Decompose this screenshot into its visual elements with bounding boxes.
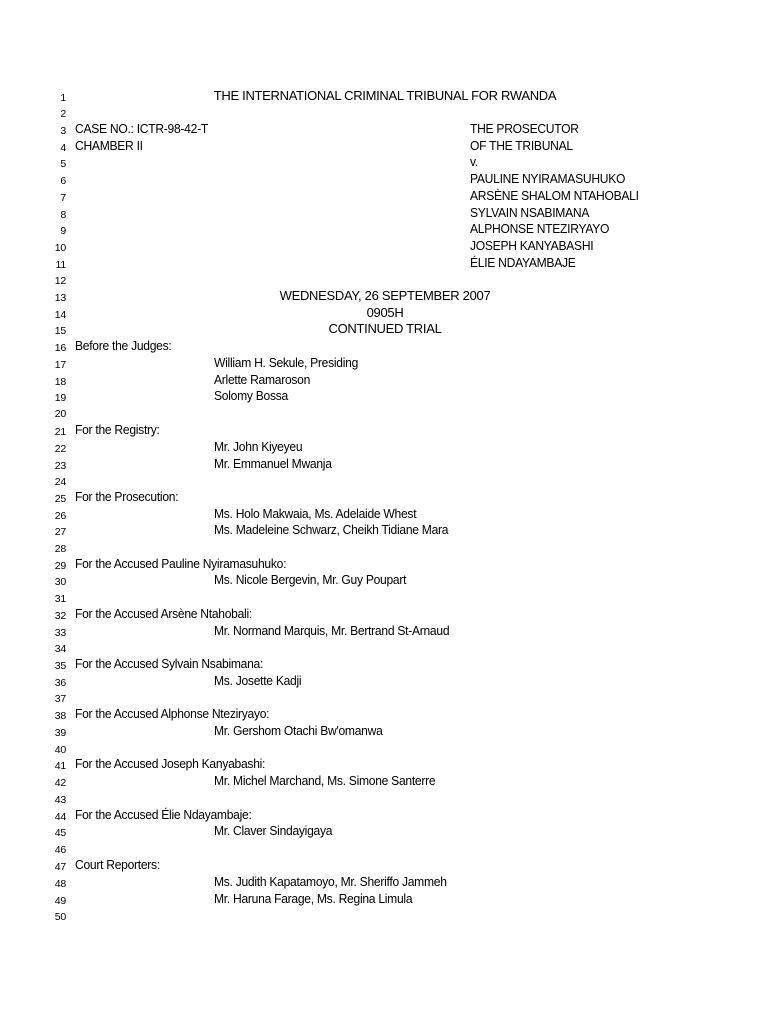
line-number: 27 — [54, 526, 66, 538]
line-number: 32 — [54, 610, 66, 622]
line-number: 3 — [60, 125, 66, 137]
line-number: 21 — [54, 426, 66, 438]
line-number: 8 — [60, 209, 66, 221]
line-30 — [0, 572, 770, 589]
registry-label: For the Registry: — [75, 422, 160, 437]
line-number: 35 — [54, 660, 66, 672]
line-number: 38 — [54, 710, 66, 722]
line-18 — [0, 372, 770, 389]
line-number: 28 — [54, 543, 66, 555]
accused-name: SYLVAIN NSABIMANA — [470, 205, 590, 220]
accused-name: PAULINE NYIRAMASUHUKO — [470, 171, 626, 186]
line-number: 48 — [54, 878, 66, 890]
proceeding-type: CONTINUED TRIAL — [328, 321, 442, 336]
line-39 — [0, 723, 770, 740]
line-8 — [0, 205, 770, 222]
line-38 — [0, 706, 770, 723]
line-number: 22 — [54, 443, 66, 455]
defence-counsel: Mr. Claver Sindayigaya — [214, 823, 333, 838]
accused-name: ÉLIE NDAYAMBAJE — [470, 255, 576, 270]
line-12 — [0, 271, 770, 288]
line-number: 24 — [54, 476, 66, 488]
accused-name: ARSÈNE SHALOM NTAHOBALI — [470, 188, 639, 203]
line-46 — [0, 840, 770, 857]
line-number: 50 — [54, 911, 66, 923]
line-9 — [0, 221, 770, 238]
line-1 — [0, 88, 770, 105]
defence-counsel: Ms. Josette Kadji — [214, 673, 302, 688]
line-42 — [0, 773, 770, 790]
line-number: 26 — [54, 510, 66, 522]
prosecution-counsel: Ms. Holo Makwaia, Ms. Adelaide Whest — [214, 506, 417, 521]
prosecutor-heading: THE PROSECUTOR — [470, 121, 579, 136]
line-number: 44 — [54, 811, 66, 823]
line-number: 10 — [54, 242, 66, 254]
line-29 — [0, 556, 770, 573]
defence-counsel: Ms. Nicole Bergevin, Mr. Guy Poupart — [214, 572, 407, 587]
line-35 — [0, 656, 770, 673]
defence-counsel: Mr. Gershom Otachi Bw'omanwa — [214, 723, 383, 738]
line-36 — [0, 673, 770, 690]
line-number: 14 — [54, 309, 66, 321]
line-28 — [0, 539, 770, 556]
line-number: 42 — [54, 777, 66, 789]
line-50 — [0, 907, 770, 924]
line-37 — [0, 689, 770, 706]
line-number: 36 — [54, 677, 66, 689]
line-number: 9 — [60, 225, 66, 237]
line-number: 19 — [54, 392, 66, 404]
line-34 — [0, 639, 770, 656]
accused-name: JOSEPH KANYABASHI — [470, 238, 594, 253]
defence-label: For the Accused Sylvain Nsabimana: — [75, 656, 264, 671]
line-49 — [0, 891, 770, 908]
line-number: 1 — [60, 92, 66, 104]
line-33 — [0, 623, 770, 640]
line-31 — [0, 589, 770, 606]
line-32 — [0, 606, 770, 623]
registry-name: Mr. John Kiyeyeu — [214, 439, 303, 454]
line-14 — [0, 305, 770, 322]
line-6 — [0, 171, 770, 188]
line-44 — [0, 807, 770, 824]
line-number: 37 — [54, 693, 66, 705]
line-11 — [0, 255, 770, 272]
line-40 — [0, 740, 770, 757]
line-number: 4 — [60, 142, 66, 154]
line-48 — [0, 874, 770, 891]
line-5 — [0, 154, 770, 171]
case-number: CASE NO.: ICTR-98-42-T — [75, 121, 208, 136]
line-22 — [0, 439, 770, 456]
line-number: 6 — [60, 175, 66, 187]
defence-label: For the Accused Joseph Kanyabashi: — [75, 756, 266, 771]
defence-counsel: Mr. Normand Marquis, Mr. Bertrand St-Arnaud — [214, 623, 450, 638]
line-20 — [0, 404, 770, 421]
judge-name: Arlette Ramaroson — [214, 372, 311, 387]
line-number: 29 — [54, 560, 66, 572]
line-21 — [0, 422, 770, 439]
line-45 — [0, 823, 770, 840]
reporters-label: Court Reporters: — [75, 857, 160, 872]
prosecution-label: For the Prosecution: — [75, 489, 179, 504]
line-number: 12 — [54, 275, 66, 287]
line-7 — [0, 188, 770, 205]
court-reporter: Ms. Judith Kapatamoyo, Mr. Sheriffo Jammeh — [214, 874, 447, 889]
defence-label: For the Accused Pauline Nyiramasuhuko: — [75, 556, 287, 571]
line-16 — [0, 338, 770, 355]
line-47 — [0, 857, 770, 874]
line-41 — [0, 756, 770, 773]
hearing-date: WEDNESDAY, 26 SEPTEMBER 2007 — [279, 288, 491, 303]
line-23 — [0, 456, 770, 473]
judge-name: William H. Sekule, Presiding — [214, 355, 359, 370]
line-number: 20 — [54, 408, 66, 420]
line-26 — [0, 506, 770, 523]
line-number: 15 — [54, 325, 66, 337]
line-number: 45 — [54, 827, 66, 839]
line-number: 11 — [55, 259, 66, 271]
line-3 — [0, 121, 770, 138]
line-number: 47 — [54, 861, 66, 873]
hearing-time: 0905H — [366, 305, 404, 320]
line-number: 31 — [54, 593, 66, 605]
line-number: 5 — [60, 158, 66, 170]
line-13 — [0, 288, 770, 305]
tribunal-title: THE INTERNATIONAL CRIMINAL TRIBUNAL FOR RWANDA — [213, 88, 557, 103]
line-number: 18 — [54, 376, 66, 388]
line-number: 23 — [54, 460, 66, 472]
line-15 — [0, 321, 770, 338]
defence-label: For the Accused Arsène Ntahobali: — [75, 606, 252, 621]
line-number: 30 — [54, 576, 66, 588]
line-number: 34 — [54, 643, 66, 655]
line-2 — [0, 104, 770, 121]
registry-name: Mr. Emmanuel Mwanja — [214, 456, 332, 471]
line-number: 17 — [54, 359, 66, 371]
court-reporter: Mr. Haruna Farage, Ms. Regina Limula — [214, 891, 413, 906]
line-number: 46 — [54, 844, 66, 856]
line-number: 40 — [54, 744, 66, 756]
line-4 — [0, 138, 770, 155]
line-24 — [0, 472, 770, 489]
judge-name: Solomy Bossa — [214, 388, 288, 403]
line-number: 43 — [54, 794, 66, 806]
defence-label: For the Accused Alphonse Nteziryayo: — [75, 706, 270, 721]
line-27 — [0, 522, 770, 539]
prosecution-counsel: Ms. Madeleine Schwarz, Cheikh Tidiane Mara — [214, 522, 449, 537]
versus: v. — [470, 154, 478, 169]
line-19 — [0, 388, 770, 405]
line-10 — [0, 238, 770, 255]
defence-counsel: Mr. Michel Marchand, Ms. Simone Santerre — [214, 773, 436, 788]
line-25 — [0, 489, 770, 506]
chamber: CHAMBER II — [75, 138, 143, 153]
line-number: 33 — [54, 627, 66, 639]
line-number: 16 — [54, 342, 66, 354]
of-the-tribunal: OF THE TRIBUNAL — [470, 138, 573, 153]
line-43 — [0, 790, 770, 807]
accused-name: ALPHONSE NTEZIRYAYO — [470, 221, 610, 236]
line-number: 49 — [54, 895, 66, 907]
line-number: 13 — [54, 292, 66, 304]
defence-label: For the Accused Élie Ndayambaje: — [75, 807, 252, 822]
line-number: 25 — [54, 493, 66, 505]
line-number: 39 — [54, 727, 66, 739]
line-number: 7 — [60, 192, 66, 204]
line-number: 2 — [60, 108, 66, 120]
line-number: 41 — [54, 760, 66, 772]
judges-label: Before the Judges: — [75, 338, 172, 353]
line-17 — [0, 355, 770, 372]
